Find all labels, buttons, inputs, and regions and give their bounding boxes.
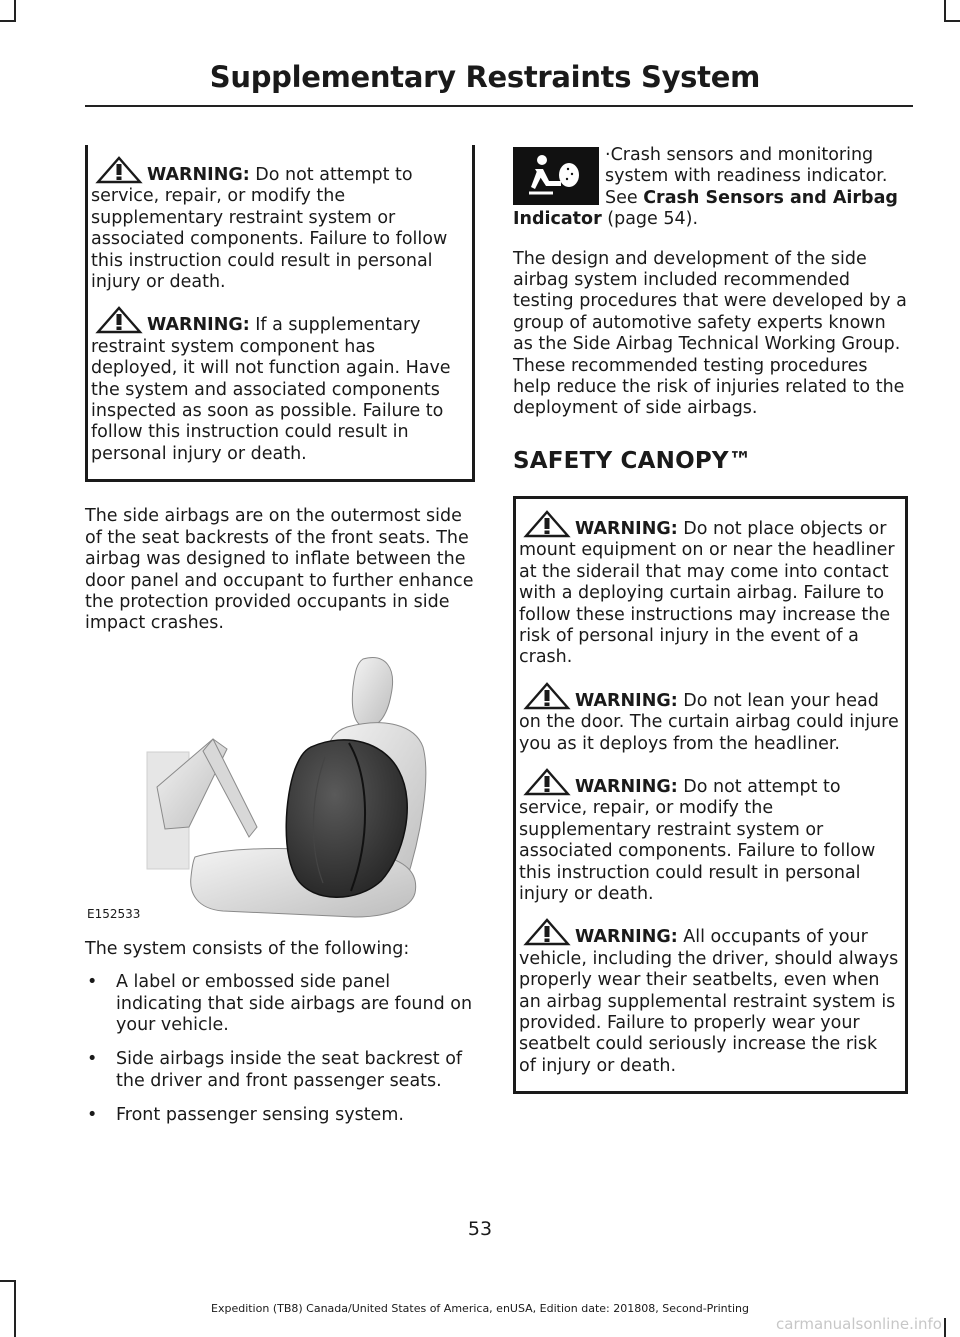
list-intro: The system consists of the following: — [85, 938, 410, 959]
warning-item — [91, 293, 466, 465]
warning-label: WARNING: — [147, 315, 250, 336]
page-title: Supplementary Restraints System — [209, 60, 760, 94]
warning-text: Do not place objects or mount equipment on or near the headliner at the siderail that may come into contact with a deploying curtain airbag. Failure to follow these instructions may increase the risk of personal injury in the event of a crash. — [519, 518, 895, 668]
list-item — [85, 1049, 475, 1092]
list-item — [85, 1105, 475, 1126]
warning-text: All occupants of your vehicle, including the driver, should always properly wear their seatbelts, even when an airbag supplemental restraint system is provided. Failure to properly wear your seatbelt could seriously increase the risk of injury or death. — [519, 927, 899, 1076]
intro-paragraph: The side airbags are on the outermost side of the seat backrests of the front seats. The airbag was designed to inflate between the door panel and occupant to further enhance the protection provided occupants in side impact crashes. — [85, 506, 474, 634]
warning-item — [91, 145, 466, 293]
crop-mark — [944, 1318, 946, 1337]
design-paragraph: The design and development of the side airbag system included recommended testing procedures that were developed by a group of automotive safety experts known as the Side Airbag Technical Working Group. These recommended testing procedures help reduce the risk of injuries related to the deployment of side airbags. — [513, 248, 907, 419]
list-item-text: Side airbags inside the seat backrest of the driver and front passenger seats. — [116, 1049, 463, 1091]
watermark: carmanualsonline.info — [776, 1315, 942, 1333]
figure-code: E152533 — [87, 906, 141, 921]
warning-item — [519, 669, 899, 755]
warning-text: Do not attempt to service, repair, or modify the supplementary restraint system or associated components. Failure to follow this instruction could result in personal injury or death. — [519, 776, 876, 904]
warning-label: WARNING: — [575, 776, 678, 797]
warning-text: Do not attempt to service, repair, or modify the supplementary restraint system or associated components. Failure to follow this instruction could result in personal injury or death. — [91, 165, 448, 293]
crop-mark — [944, 0, 946, 22]
side-airbag-seat-illustration — [85, 647, 475, 927]
left-column — [85, 145, 475, 1140]
bullet-marker: • — [87, 972, 98, 993]
seat-airbag-graphic — [85, 647, 475, 927]
section-title: SAFETY CANOPY™ — [513, 447, 752, 474]
warning-text: Do not lean your head on the door. The curtain airbag could injure you as it deploys from the headliner. — [519, 690, 899, 754]
warning-item — [519, 905, 899, 1077]
warning-label: WARNING: — [575, 518, 678, 539]
warning-box — [513, 496, 908, 1094]
sensor-paragraph — [513, 145, 908, 231]
page-number: 53 — [467, 1218, 493, 1240]
list-item — [85, 972, 475, 1036]
crop-mark — [944, 20, 960, 22]
warning-label: WARNING: — [575, 690, 678, 711]
warning-item — [519, 755, 899, 905]
list-item-text: Front passenger sensing system. — [116, 1105, 404, 1126]
crop-mark — [0, 1280, 16, 1282]
warning-text: If a supplementary restraint system component has deployed, it will not function again. Have the system and associated components inspected as soon as possible. Failure to follow this instruction could result in personal injury or death. — [91, 315, 451, 464]
warning-box — [85, 145, 475, 482]
crop-mark — [0, 20, 16, 22]
warning-label: WARNING: — [575, 927, 678, 948]
sensor-text: ·Crash sensors and monitoring system with readiness indicator. See — [605, 145, 888, 208]
bullet-marker: • — [87, 1049, 98, 1070]
sensor-link[interactable]: Crash Sensors and Airbag Indicator — [513, 187, 898, 230]
right-column — [513, 145, 908, 1094]
footer-edition: Expedition (TB8) Canada/United States of America, enUSA, Edition date: 201808, Second-Printing — [211, 1302, 749, 1315]
bullet-marker: • — [87, 1105, 98, 1126]
list-item-text: A label or embossed side panel indicating that side airbags are found on your vehicle. — [116, 972, 473, 1035]
crop-mark — [14, 0, 16, 22]
warning-item — [519, 499, 899, 669]
airbag-indicator-icon — [513, 147, 599, 205]
page-reference: (page 54). — [601, 209, 699, 230]
component-list — [85, 972, 475, 1126]
warning-label: WARNING: — [147, 165, 250, 185]
header-rule — [85, 105, 913, 107]
